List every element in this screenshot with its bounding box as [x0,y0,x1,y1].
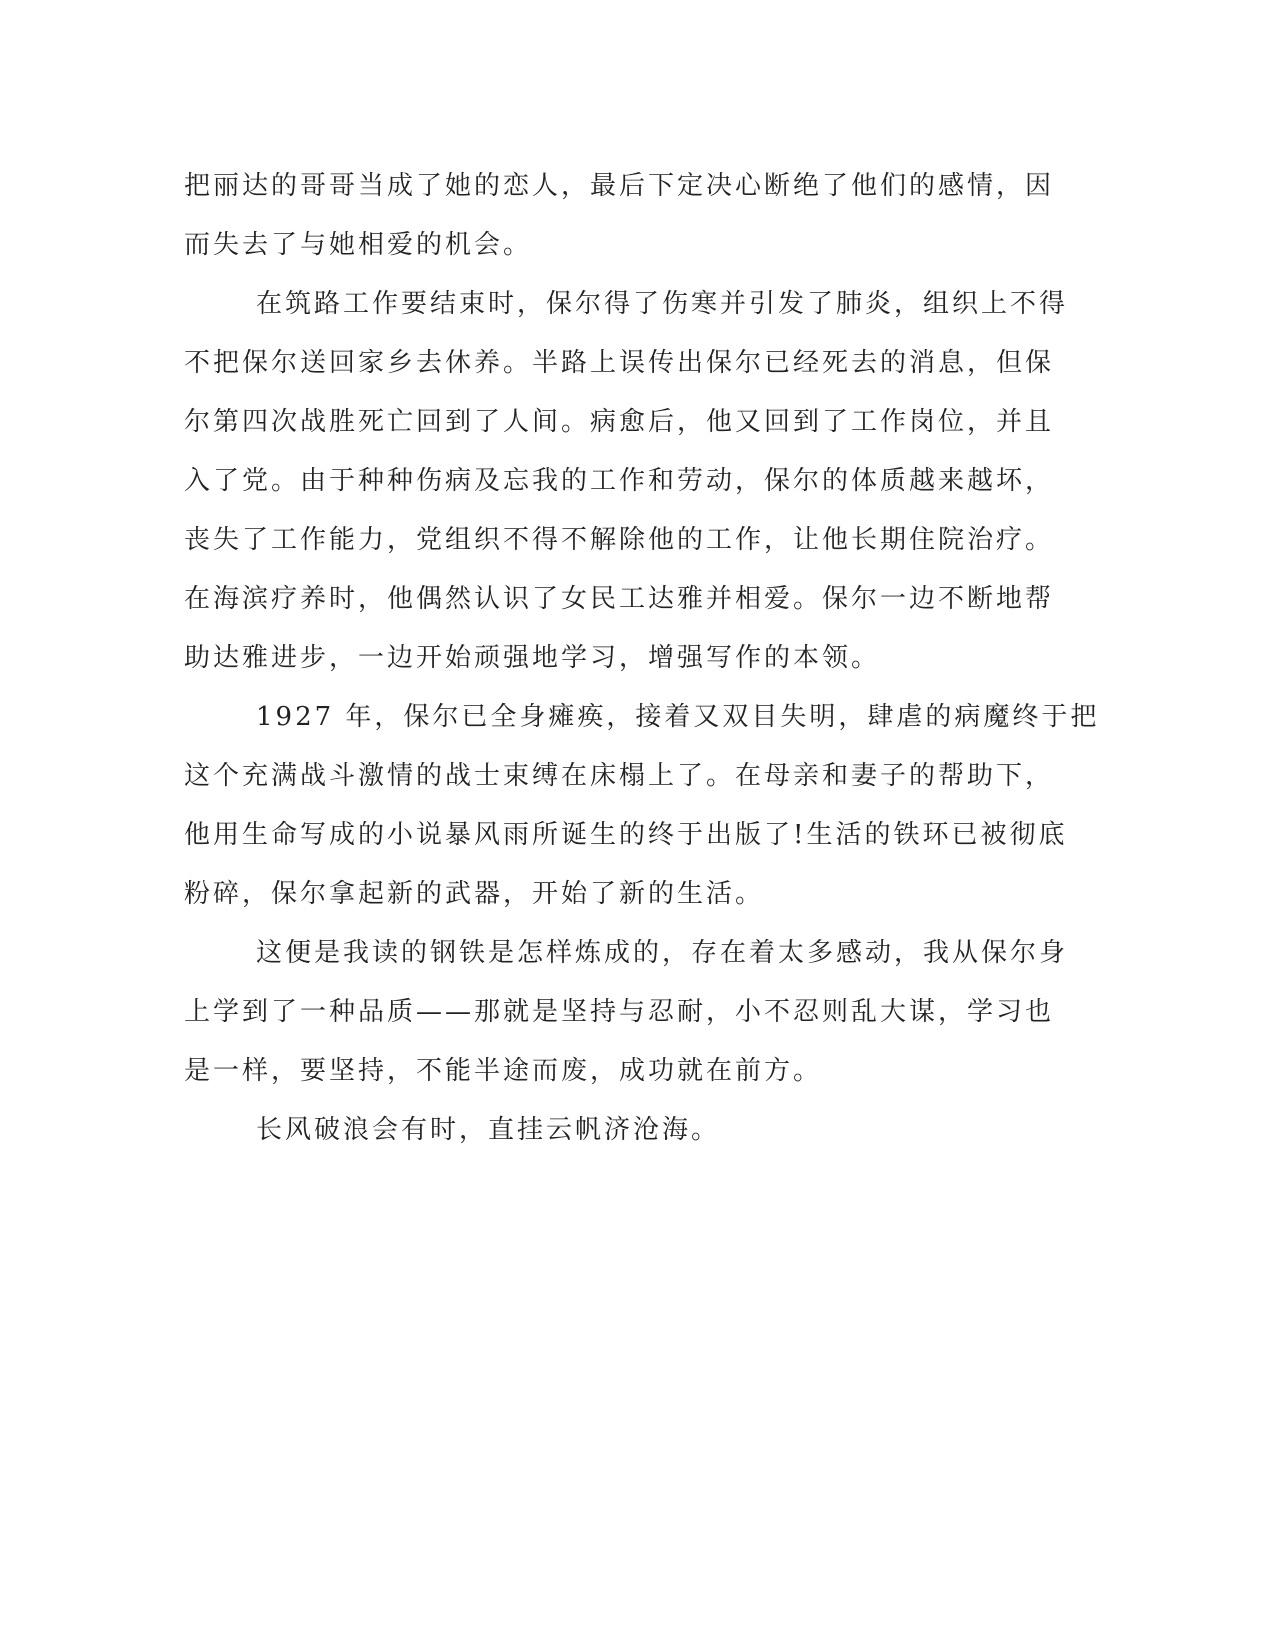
document-body [184,157,1100,1160]
text-line: 丧失了工作能力，党组织不得不解除他的工作，让他长期住院治疗。 [184,525,1055,555]
text-line: 而失去了与她相爱的机会。 [184,230,533,260]
text-line: 这个充满战斗激情的战士束缚在床榻上了。在母亲和妻子的帮助下， [184,761,1055,791]
text-line: 这便是我读的钢铁是怎样炼成的，存在着太多感动，我从保尔身 [256,938,1069,968]
text-line: 助达雅进步，一边开始顽强地学习，增强写作的本领。 [184,643,881,673]
text-line: 不把保尔送回家乡去休养。半路上误传出保尔已经死去的消息，但保 [184,348,1055,378]
text-line: 上学到了一种品质——那就是坚持与忍耐，小不忍则乱大谋，学习也 [184,997,1055,1027]
text-line: 粉碎，保尔拿起新的武器，开始了新的生活。 [184,879,765,909]
text-line: 长风破浪会有时，直挂云帆济沧海。 [256,1115,721,1145]
text-line: 在海滨疗养时，他偶然认识了女民工达雅并相爱。保尔一边不断地帮 [184,584,1055,614]
text-line: 在筑路工作要结束时，保尔得了伤寒并引发了肺炎，组织上不得 [256,289,1069,319]
text-line: 尔第四次战胜死亡回到了人间。病愈后，他又回到了工作岗位，并且 [184,407,1055,437]
text-line: 入了党。由于种种伤病及忘我的工作和劳动，保尔的体质越来越坏， [184,466,1055,496]
text-line: 是一样，要坚持，不能半途而废，成功就在前方。 [184,1056,823,1086]
text-line: 1927 年，保尔已全身瘫痪，接着又双目失明，肆虐的病魔终于把 [256,702,1100,732]
text-line: 他用生命写成的小说暴风雨所诞生的终于出版了!生活的铁环已被彻底 [184,820,1068,850]
text-line: 把丽达的哥哥当成了她的恋人，最后下定决心断绝了他们的感情，因 [184,171,1055,201]
